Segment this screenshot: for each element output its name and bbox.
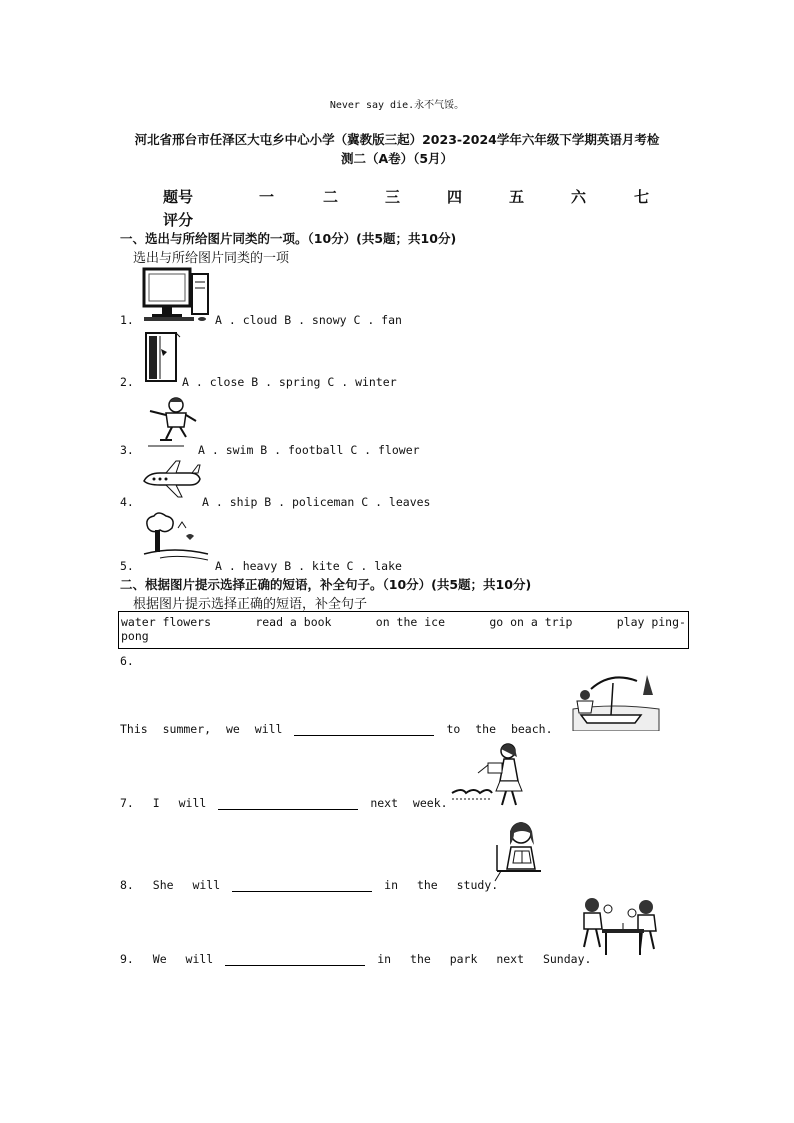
q4-options: A . ship B . policeman C . leaves xyxy=(202,495,431,509)
door-icon xyxy=(143,331,183,383)
airplane-icon xyxy=(140,459,202,501)
phrase-water-flowers: water flowers xyxy=(121,615,212,629)
q6-sentence xyxy=(120,722,565,736)
computer-icon xyxy=(140,266,212,324)
q2-number: 2. xyxy=(120,375,134,389)
page-title: 河北省邢台市任泽区大屯乡中心小学（冀教版三起）2023-2024学年六年级下学期英语月考检 xyxy=(134,132,660,147)
q7-answer-blank[interactable] xyxy=(218,797,358,810)
section1-instruction: 选出与所给图片同类的一项 xyxy=(133,251,290,266)
score-table-header-label: 题号 xyxy=(163,188,194,206)
q9-text-after: in the park next Sunday. xyxy=(377,952,592,966)
phrase-bank xyxy=(118,611,689,649)
q7-text-after: next week. xyxy=(370,796,448,810)
q9-sentence xyxy=(120,952,603,966)
score-col-7: 七 xyxy=(634,188,650,206)
section1-heading: 一、选出与所给图片同类的一项。（10分）(共5题；共10分) xyxy=(120,231,457,246)
phrase-play-ping-pong: play ping- xyxy=(616,615,686,629)
section2-heading: 二、根据图片提示选择正确的短语，补全句子。（10分）(共5题；共10分) xyxy=(120,577,532,592)
ping-pong-icon xyxy=(574,893,666,959)
q3-options: A . swim B . football C . flower xyxy=(198,443,420,457)
phrase-read-a-book: read a book xyxy=(255,615,332,629)
score-col-6: 六 xyxy=(571,188,587,206)
q2-options: A . close B . spring C . winter xyxy=(182,375,397,389)
q9-text-before: 9. We will xyxy=(120,952,214,966)
page-title-line2: 测二（A卷）（5月） xyxy=(340,151,454,166)
girl-reading-icon xyxy=(493,815,549,883)
phrase-go-on-a-trip: go on a trip xyxy=(489,615,573,629)
q6-number: 6. xyxy=(120,654,134,668)
q4-number: 4. xyxy=(120,495,134,509)
phrase-ping-pong-continuation: pong xyxy=(121,629,149,643)
q1-options: A . cloud B . snowy C . fan xyxy=(215,313,402,327)
section2-instruction: 根据图片提示选择正确的短语，补全句子 xyxy=(133,597,368,612)
tree-landscape-icon xyxy=(140,512,212,564)
beach-trip-icon xyxy=(571,669,661,731)
q6-text-after: to the beach. xyxy=(446,722,553,736)
skater-icon xyxy=(142,393,198,449)
q6-answer-blank[interactable] xyxy=(294,723,434,736)
motto: Never say die.永不气馁。 xyxy=(329,100,465,111)
q8-answer-blank[interactable] xyxy=(232,879,372,892)
q3-number: 3. xyxy=(120,443,134,457)
score-table-score-label: 评分 xyxy=(163,211,194,229)
score-col-1: 一 xyxy=(259,188,275,206)
q9-answer-blank[interactable] xyxy=(225,953,365,966)
q5-options: A . heavy B . kite C . lake xyxy=(215,559,402,573)
q6-text-before: This summer, we will xyxy=(120,722,283,736)
phrase-on-the-ice: on the ice xyxy=(375,615,446,629)
q1-number: 1. xyxy=(120,313,134,327)
q8-text-before: 8. She will xyxy=(120,878,221,892)
q7-sentence xyxy=(120,796,460,810)
score-col-4: 四 xyxy=(447,188,463,206)
q8-sentence xyxy=(120,878,510,892)
score-col-2: 二 xyxy=(323,188,339,206)
q7-text-before: 7. I will xyxy=(120,796,207,810)
score-col-3: 三 xyxy=(385,188,401,206)
score-col-5: 五 xyxy=(509,188,525,206)
q8-text-after: in the study. xyxy=(384,878,499,892)
q5-number: 5. xyxy=(120,559,134,573)
girl-watering-icon xyxy=(450,741,540,807)
